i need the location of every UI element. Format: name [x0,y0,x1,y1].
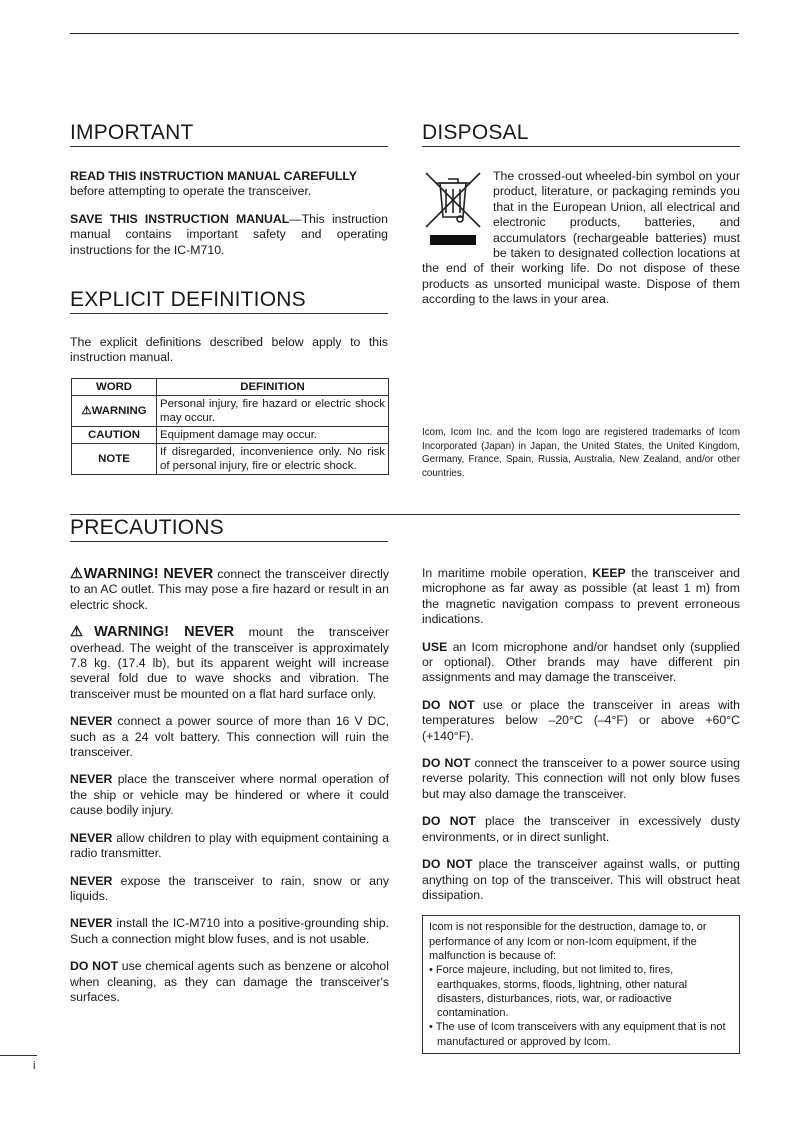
precaution-lead: DO NOT [422,697,475,712]
disposal-title-rule [422,146,740,147]
precaution-right-4 [422,756,740,802]
precaution-right-3 [422,698,740,744]
precaution-left-7 [70,916,389,947]
header-rule [70,33,739,34]
explicit-title: EXPLICIT DEFINITIONS [70,288,306,311]
precaution-lead: DO NOT [422,756,471,771]
precaution-text: place the transceiver in excessively dusty environments, or in direct sunlight. [422,814,740,844]
definitions-table-header [72,379,389,396]
list-item: • Force majeure, including, but not limited to, fires, earthquakes, storms, floods, lightning, other natural disasters, disturbances, riots, war, or radioactive contamination. [429,964,688,1020]
explicit-title-rule [70,313,388,314]
word-caution: CAUTION [72,427,157,444]
disclaimer-list [429,963,733,1049]
important-title-rule [70,146,388,147]
important-section [70,121,388,258]
precaution-left-5 [70,831,389,862]
disposal-text: The crossed-out wheeled-bin symbol on your product, literature, or packaging reminds you that in the European Union, all electrical and electronic products, batteries, and accumulators (rechargeable batteries) must be taken to designated collection locations at the end of their working life. Do not dispose of these products as unsorted municipal waste. Dispose of them according to the laws in your area. [422,169,740,307]
definition-caution: Equipment damage may occur. [157,427,389,444]
precaution-right-5 [422,814,740,845]
important-p1-text: before attempting to operate the transceiver. [70,184,312,199]
important-p2-bold: SAVE THIS INSTRUCTION MANUAL [70,211,290,226]
precautions-right-column [422,566,740,1054]
definitions-table [71,378,389,475]
precaution-lead: DO NOT [422,857,473,872]
precautions-title: PRECAUTIONS [70,516,224,539]
precaution-lead: NEVER [70,916,113,931]
precaution-text: allow children to play with equipment containing a radio transmitter. [70,830,389,861]
precaution-text: an Icom microphone and/or handset only (supplied or optional). Other brands may have different pin assignments and may damage the transceiver. [422,639,740,685]
explicit-definitions-section [70,288,388,366]
liability-disclaimer-box [422,915,740,1054]
definition-note: If disregarded, inconvenience only. No risk of personal injury, fire or electric shock. [157,444,389,475]
precautions-left-column [70,567,389,1005]
list-item: • The use of Icom transceivers with any equipment that is not manufactured or approved by Icom. [429,1021,726,1048]
disclaimer-intro: Icom is not responsible for the destruction, damage to, or performance of any Icom or non-Icom equipment, if the malfunction is because of: [429,921,707,962]
precautions-top-rule [70,514,740,515]
footer-rule [0,1055,37,1056]
precaution-lead: NEVER [70,772,113,787]
precaution-left-2 [70,625,389,702]
precaution-left-1 [70,567,389,613]
definition-warning: Personal injury, fire hazard or electric shock may occur. [157,396,389,427]
precaution-lead: USE [422,639,448,654]
precaution-lead: ⚠WARNING! NEVER [70,624,235,641]
precaution-text: place the transceiver where normal operation of the ship or vehicle may be hindered or where it could cause bodily injury. [70,772,389,818]
precaution-text: expose the transceiver to rain, snow or any liquids. [70,873,389,903]
precaution-lead: KEEP [592,566,626,580]
precaution-text: connect the transceiver directly to an AC outlet. This may pose a fire hazard or result in an electric shock. [70,567,389,612]
precaution-text: connect a power source of more than 16 V DC, such as a 24 volt battery. This connection will ruin the transceiver. [70,714,389,760]
important-paragraph-1 [70,169,388,200]
disposal-title: DISPOSAL [422,121,529,144]
precaution-lead: DO NOT [422,814,476,829]
table-row [72,427,389,444]
precaution-text: place the transceiver against walls, or putting anything on top of the transceiver. This will obstruct heat dissipation. [422,857,740,902]
precaution-lead: ⚠WARNING! NEVER [70,566,214,582]
word-note: NOTE [72,444,157,475]
table-row [72,396,389,427]
precaution-right-6 [422,857,740,903]
precaution-left-3 [70,714,389,760]
header-definition: DEFINITION [157,379,389,396]
precaution-text: use or place the transceiver in areas with temperatures below –20°C (–4°F) or above +60°C (+140°F). [422,697,740,743]
precaution-lead: NEVER [70,830,113,845]
precaution-right-1 [422,566,740,628]
precaution-text: use chemical agents such as benzene or alcohol when cleaning, as they can damage the transceiver's surfaces. [70,959,389,1004]
important-p1-bold: READ THIS INSTRUCTION MANUAL CAREFULLY [70,169,357,183]
precautions-header [70,514,740,542]
precaution-left-6 [70,874,389,905]
precaution-left-4 [70,772,389,818]
word-warning: ⚠WARNING [72,396,157,427]
precaution-lead: DO NOT [70,959,119,974]
precaution-text: mount the transceiver overhead. The weight of the transceiver is approximately 7.8 kg. (17.4 lb), but its apparent weight will increase several fold due to wave shocks and vibration. The transceiver must be mounted on a flat hard surface only. [70,625,389,701]
crossed-out-wheeled-bin-icon [422,169,484,253]
precaution-pre: In maritime mobile operation, [422,566,593,580]
table-row [72,444,389,475]
precaution-lead: NEVER [70,714,113,729]
precaution-lead: NEVER [70,873,113,888]
explicit-intro: The explicit definitions described below apply to this instruction manual. [70,335,388,365]
important-p2-text: —This instruction manual contains important safety and operating instructions for the IC-M710. [70,211,388,257]
precaution-text: install the IC-M710 into a positive-grounding ship. Such a connection might blow fuses, and is not usable. [70,916,389,946]
important-title: IMPORTANT [70,121,194,144]
precaution-left-8 [70,959,389,1005]
disposal-section [422,121,740,308]
important-paragraph-2 [70,212,388,258]
header-word: WORD [72,379,157,396]
precaution-text: the transceiver and microphone as far away as possible (at least 1 m) from the magnetic navigation compass to prevent erroneous indications. [422,566,740,627]
precaution-text: connect the transceiver to a power source using reverse polarity. This connection will not only blow fuses but may also damage the transceiver. [422,756,740,801]
precautions-title-rule [70,541,388,542]
page-number: i [33,1060,36,1072]
precaution-right-2 [422,640,740,686]
trademark-notice: Icom, Icom Inc. and the Icom logo are registered trademarks of Icom Incorporated (Japan) in Japan, the United States, the United Kingdom, Germany, France, Spain, Russia, Australia, New Zealand, and/or other countries. [422,427,740,480]
